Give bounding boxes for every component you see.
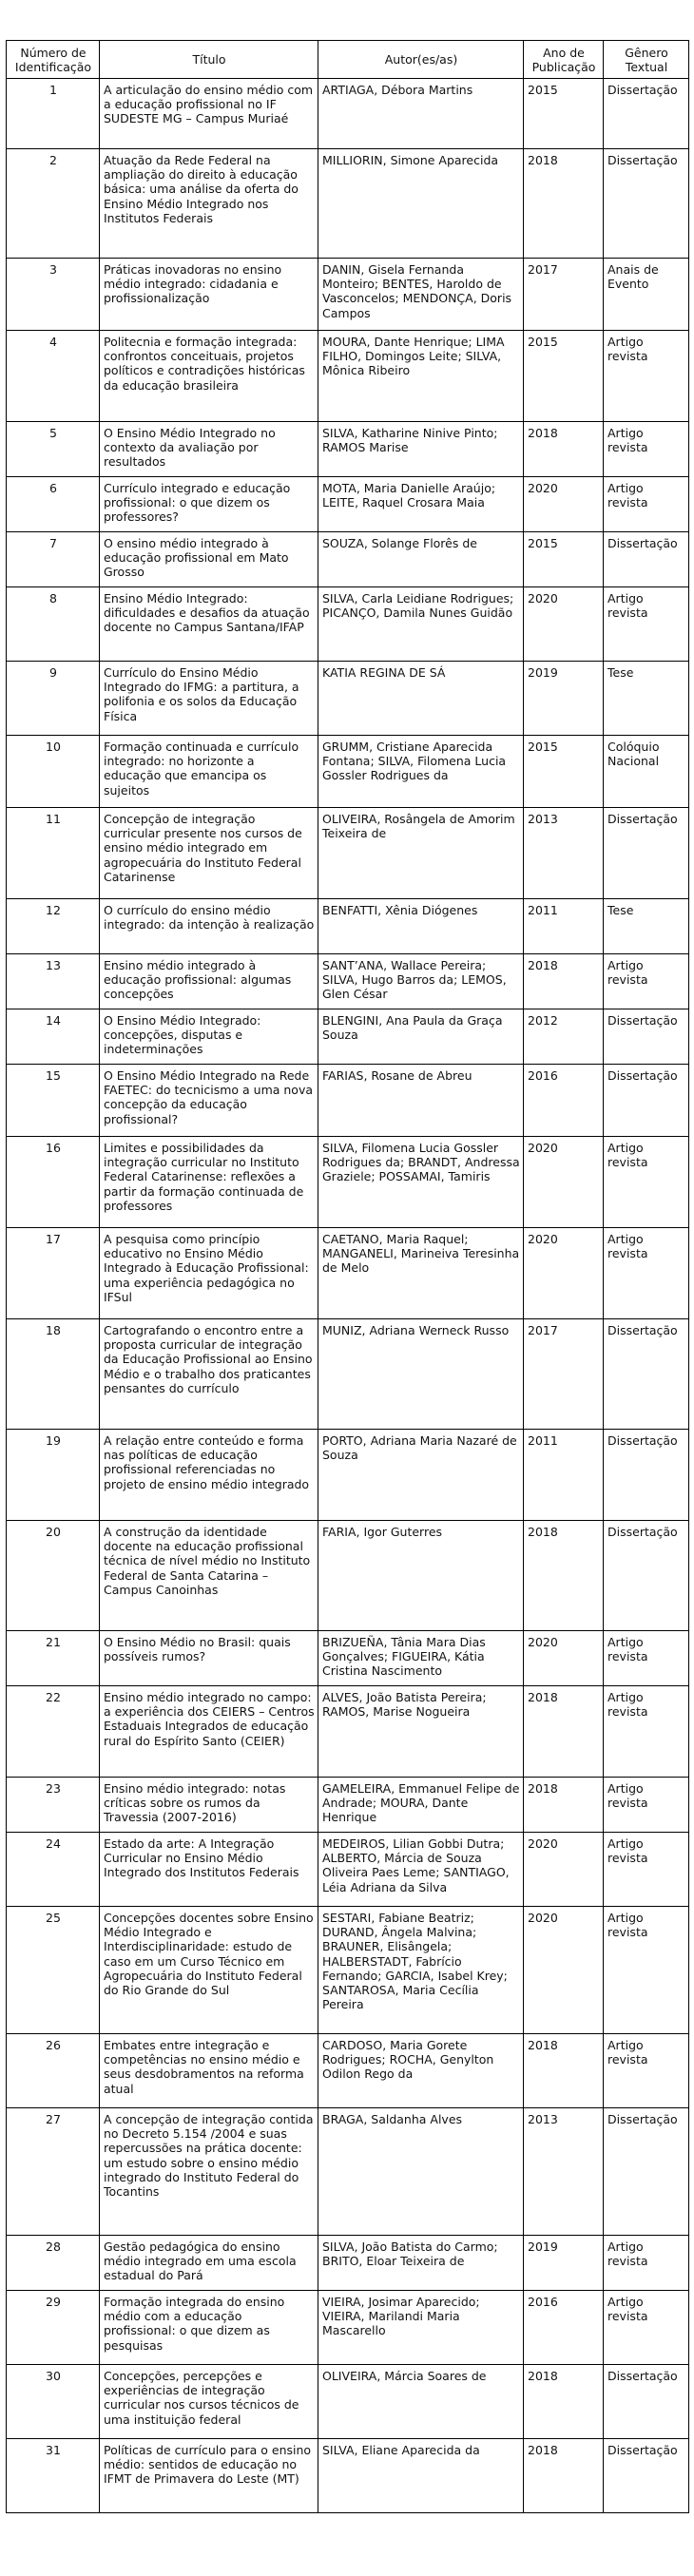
year-cell: 2020 [524, 477, 604, 532]
title-cell: A pesquisa como princípio educativo no Ensino Médio Integrado à Educação Profissional: uma experiência pedagógica no IFSul [100, 1228, 318, 1319]
table-row [7, 1631, 689, 1686]
id-cell: 14 [7, 1009, 100, 1065]
year-cell: 2020 [524, 1907, 604, 2034]
genre-cell: Artigo revista [604, 587, 689, 662]
id-cell: 18 [7, 1319, 100, 1430]
title-cell: Ensino médio integrado: notas críticas sobre os rumos da Travessia (2007-2016) [100, 1778, 318, 1833]
table-row [7, 1319, 689, 1430]
authors-cell: PORTO, Adriana Maria Nazaré de Souza [318, 1430, 524, 1521]
genre-cell: Artigo revista [604, 1833, 689, 1907]
title-cell: O ensino médio integrado à educação profissional em Mato Grosso [100, 532, 318, 587]
title-cell: O Ensino Médio Integrado no contexto da avaliação por resultados [100, 422, 318, 477]
authors-cell: BENFATTI, Xênia Diógenes [318, 899, 524, 954]
authors-cell: MILLIORIN, Simone Aparecida [318, 149, 524, 259]
id-cell: 21 [7, 1631, 100, 1686]
table-row [7, 1065, 689, 1137]
year-cell: 2011 [524, 899, 604, 954]
table-row [7, 1907, 689, 2034]
table-row [7, 532, 689, 587]
authors-cell: SANT’ANA, Wallace Pereira; SILVA, Hugo Barros da; LEMOS, Glen César [318, 954, 524, 1009]
id-cell: 12 [7, 899, 100, 954]
authors-cell: SILVA, Carla Leidiane Rodrigues; PICANÇO, Damila Nunes Guidão [318, 587, 524, 662]
genre-cell: Tese [604, 899, 689, 954]
table-row [7, 736, 689, 808]
genre-cell: Artigo revista [604, 331, 689, 422]
year-cell: 2016 [524, 2291, 604, 2365]
table-row [7, 954, 689, 1009]
authors-cell: SESTARI, Fabiane Beatriz; DURAND, Ângela Malvina; BRAUNER, Elisângela; HALBERSTADT, Fabrício Fernando; GARCIA, Isabel Krey; SANTAROSA, Maria Cecília Pereira [318, 1907, 524, 2034]
id-cell: 31 [7, 2439, 100, 2513]
authors-cell: BRAGA, Saldanha Alves [318, 2108, 524, 2236]
id-cell: 1 [7, 79, 100, 149]
year-cell: 2018 [524, 1521, 604, 1631]
year-cell: 2020 [524, 587, 604, 662]
id-cell: 27 [7, 2108, 100, 2236]
authors-cell: GAMELEIRA, Emmanuel Felipe de Andrade; MOURA, Dante Henrique [318, 1778, 524, 1833]
table-row [7, 331, 689, 422]
genre-cell: Tese [604, 662, 689, 736]
genre-cell: Dissertação [604, 808, 689, 899]
year-cell: 2020 [524, 1833, 604, 1907]
authors-cell: MOURA, Dante Henrique; LIMA FILHO, Domingos Leite; SILVA, Mônica Ribeiro [318, 331, 524, 422]
table-row [7, 1430, 689, 1521]
id-cell: 11 [7, 808, 100, 899]
year-cell: 2015 [524, 532, 604, 587]
id-cell: 28 [7, 2236, 100, 2291]
title-cell: Gestão pedagógica do ensino médio integrado em uma escola estadual do Pará [100, 2236, 318, 2291]
header-id: Número de Identificação [7, 41, 100, 79]
table-row [7, 899, 689, 954]
table-row [7, 2291, 689, 2365]
year-cell: 2019 [524, 662, 604, 736]
authors-cell: CAETANO, Maria Raquel; MANGANELI, Marineiva Teresinha de Melo [318, 1228, 524, 1319]
year-cell: 2013 [524, 808, 604, 899]
authors-cell: SOUZA, Solange Florês de [318, 532, 524, 587]
id-cell: 15 [7, 1065, 100, 1137]
year-cell: 2018 [524, 422, 604, 477]
id-cell: 13 [7, 954, 100, 1009]
year-cell: 2018 [524, 2034, 604, 2108]
year-cell: 2015 [524, 79, 604, 149]
table-row [7, 1137, 689, 1228]
genre-cell: Dissertação [604, 1009, 689, 1065]
genre-cell: Dissertação [604, 1430, 689, 1521]
title-cell: Concepções, percepções e experiências de integração curricular nos cursos técnicos de uma instituição federal [100, 2365, 318, 2439]
genre-cell: Artigo revista [604, 1228, 689, 1319]
genre-cell: Artigo revista [604, 1631, 689, 1686]
authors-cell: MEDEIROS, Lilian Gobbi Dutra; ALBERTO, Márcia de Souza Oliveira Paes Leme; SANTIAGO, Léia Adriana da Silva [318, 1833, 524, 1907]
id-cell: 5 [7, 422, 100, 477]
table-row [7, 1778, 689, 1833]
title-cell: A relação entre conteúdo e forma nas políticas de educação profissional referenciadas no projeto de ensino médio integrado [100, 1430, 318, 1521]
authors-cell: KATIA REGINA DE SÁ [318, 662, 524, 736]
table-row [7, 2439, 689, 2513]
title-cell: Ensino Médio Integrado: dificuldades e desafios da atuação docente no Campus Santana/IFAP [100, 587, 318, 662]
title-cell: Ensino médio integrado à educação profissional: algumas concepções [100, 954, 318, 1009]
title-cell: Políticas de currículo para o ensino médio: sentidos de educação no IFMT de Primavera do Leste (MT) [100, 2439, 318, 2513]
header-year: Ano de Publicação [524, 41, 604, 79]
year-cell: 2011 [524, 1430, 604, 1521]
authors-cell: FARIA, Igor Guterres [318, 1521, 524, 1631]
table-header-row [7, 41, 689, 79]
id-cell: 7 [7, 532, 100, 587]
genre-cell: Artigo revista [604, 422, 689, 477]
year-cell: 2018 [524, 1778, 604, 1833]
table-row [7, 662, 689, 736]
title-cell: Embates entre integração e competências no ensino médio e seus desdobramentos na reforma atual [100, 2034, 318, 2108]
year-cell: 2012 [524, 1009, 604, 1065]
id-cell: 6 [7, 477, 100, 532]
table-row [7, 2236, 689, 2291]
year-cell: 2018 [524, 149, 604, 259]
table-row [7, 1686, 689, 1778]
genre-cell: Dissertação [604, 79, 689, 149]
id-cell: 24 [7, 1833, 100, 1907]
year-cell: 2018 [524, 2439, 604, 2513]
table-row [7, 808, 689, 899]
genre-cell: Artigo revista [604, 954, 689, 1009]
table-row [7, 2365, 689, 2439]
genre-cell: Anais de Evento [604, 259, 689, 331]
id-cell: 2 [7, 149, 100, 259]
id-cell: 17 [7, 1228, 100, 1319]
id-cell: 29 [7, 2291, 100, 2365]
table-row [7, 1009, 689, 1065]
year-cell: 2019 [524, 2236, 604, 2291]
title-cell: O Ensino Médio Integrado na Rede FAETEC: do tecnicismo a uma nova concepção da educação profissional? [100, 1065, 318, 1137]
genre-cell: Artigo revista [604, 477, 689, 532]
title-cell: Cartografando o encontro entre a proposta curricular de integração da Educação Profissional ao Ensino Médio e o trabalho dos praticantes pensantes do currículo [100, 1319, 318, 1430]
id-cell: 25 [7, 1907, 100, 2034]
id-cell: 8 [7, 587, 100, 662]
title-cell: Práticas inovadoras no ensino médio integrado: cidadania e profissionalização [100, 259, 318, 331]
year-cell: 2013 [524, 2108, 604, 2236]
authors-cell: VIEIRA, Josimar Aparecido; VIEIRA, Marilandi Maria Mascarello [318, 2291, 524, 2365]
genre-cell: Dissertação [604, 1319, 689, 1430]
title-cell: O currículo do ensino médio integrado: da intenção à realização [100, 899, 318, 954]
year-cell: 2016 [524, 1065, 604, 1137]
authors-cell: SILVA, Filomena Lucia Gossler Rodrigues da; BRANDT, Andressa Graziele; POSSAMAI, Tamiris [318, 1137, 524, 1228]
title-cell: Ensino médio integrado no campo: a experiência dos CEIERS – Centros Estaduais Integrados de educação rural do Espírito Santo (CEIER) [100, 1686, 318, 1778]
year-cell: 2018 [524, 954, 604, 1009]
authors-cell: OLIVEIRA, Márcia Soares de [318, 2365, 524, 2439]
year-cell: 2015 [524, 331, 604, 422]
id-cell: 4 [7, 331, 100, 422]
table-row [7, 1521, 689, 1631]
table-row [7, 1833, 689, 1907]
title-cell: O Ensino Médio no Brasil: quais possíveis rumos? [100, 1631, 318, 1686]
genre-cell: Dissertação [604, 532, 689, 587]
header-title: Título [100, 41, 318, 79]
id-cell: 26 [7, 2034, 100, 2108]
year-cell: 2018 [524, 1686, 604, 1778]
title-cell: Limites e possibilidades da integração curricular no Instituto Federal Catarinense: reflexões a partir da formação continuada de professores [100, 1137, 318, 1228]
title-cell: A construção da identidade docente na educação profissional técnica de nível médio no Instituto Federal de Santa Catarina – Campus Canoinhas [100, 1521, 318, 1631]
id-cell: 20 [7, 1521, 100, 1631]
header-genre: Gênero Textual [604, 41, 689, 79]
authors-cell: SILVA, João Batista do Carmo; BRITO, Eloar Teixeira de [318, 2236, 524, 2291]
table-row [7, 79, 689, 149]
authors-cell: SILVA, Eliane Aparecida da [318, 2439, 524, 2513]
id-cell: 19 [7, 1430, 100, 1521]
id-cell: 22 [7, 1686, 100, 1778]
id-cell: 10 [7, 736, 100, 808]
authors-cell: FARIAS, Rosane de Abreu [318, 1065, 524, 1137]
title-cell: O Ensino Médio Integrado: concepções, disputas e indeterminações [100, 1009, 318, 1065]
genre-cell: Colóquio Nacional [604, 736, 689, 808]
table-row [7, 2034, 689, 2108]
title-cell: Currículo integrado e educação profissional: o que dizem os professores? [100, 477, 318, 532]
genre-cell: Dissertação [604, 149, 689, 259]
authors-cell: DANIN, Gisela Fernanda Monteiro; BENTES, Haroldo de Vasconcelos; MENDONÇA, Doris Campos [318, 259, 524, 331]
year-cell: 2017 [524, 1319, 604, 1430]
genre-cell: Artigo revista [604, 1778, 689, 1833]
title-cell: Concepções docentes sobre Ensino Médio Integrado e Interdisciplinaridade: estudo de caso em um Curso Técnico em Agropecuária do Instituto Federal do Rio Grande do Sul [100, 1907, 318, 2034]
authors-cell: CARDOSO, Maria Gorete Rodrigues; ROCHA, Genylton Odilon Rego da [318, 2034, 524, 2108]
authors-cell: MUNIZ, Adriana Werneck Russo [318, 1319, 524, 1430]
title-cell: Estado da arte: A Integração Curricular no Ensino Médio Integrado dos Institutos Federais [100, 1833, 318, 1907]
genre-cell: Artigo revista [604, 2236, 689, 2291]
authors-cell: SILVA, Katharine Ninive Pinto; RAMOS Marise [318, 422, 524, 477]
table-row [7, 259, 689, 331]
authors-cell: GRUMM, Cristiane Aparecida Fontana; SILVA, Filomena Lucia Gossler Rodrigues da [318, 736, 524, 808]
table-row [7, 1228, 689, 1319]
header-authors: Autor(es/as) [318, 41, 524, 79]
authors-cell: ALVES, João Batista Pereira; RAMOS, Marise Nogueira [318, 1686, 524, 1778]
title-cell: Atuação da Rede Federal na ampliação do direito à educação básica: uma análise da oferta do Ensino Médio Integrado nos Institutos Federais [100, 149, 318, 259]
genre-cell: Artigo revista [604, 2291, 689, 2365]
genre-cell: Dissertação [604, 2439, 689, 2513]
id-cell: 3 [7, 259, 100, 331]
authors-cell: OLIVEIRA, Rosângela de Amorim Teixeira de [318, 808, 524, 899]
year-cell: 2020 [524, 1631, 604, 1686]
year-cell: 2020 [524, 1228, 604, 1319]
references-table [6, 40, 689, 2513]
genre-cell: Artigo revista [604, 1686, 689, 1778]
title-cell: Politecnia e formação integrada: confrontos conceituais, projetos políticos e contradições históricas da educação brasileira [100, 331, 318, 422]
authors-cell: MOTA, Maria Danielle Araújo; LEITE, Raquel Crosara Maia [318, 477, 524, 532]
genre-cell: Dissertação [604, 1065, 689, 1137]
table-body [7, 79, 689, 2513]
year-cell: 2018 [524, 2365, 604, 2439]
table-row [7, 422, 689, 477]
authors-cell: ARTIAGA, Débora Martins [318, 79, 524, 149]
table-row [7, 587, 689, 662]
year-cell: 2020 [524, 1137, 604, 1228]
title-cell: Formação continuada e currículo integrado: no horizonte a educação que emancipa os sujeitos [100, 736, 318, 808]
genre-cell: Artigo revista [604, 1137, 689, 1228]
title-cell: A concepção de integração contida no Decreto 5.154 /2004 e suas repercussões na prática docente: um estudo sobre o ensino médio integrado do Instituto Federal do Tocantins [100, 2108, 318, 2236]
year-cell: 2015 [524, 736, 604, 808]
title-cell: Currículo do Ensino Médio Integrado do IFMG: a partitura, a polifonia e os solos da Educação Física [100, 662, 318, 736]
table-row [7, 2108, 689, 2236]
genre-cell: Dissertação [604, 2108, 689, 2236]
authors-cell: BLENGINI, Ana Paula da Graça Souza [318, 1009, 524, 1065]
id-cell: 30 [7, 2365, 100, 2439]
genre-cell: Artigo revista [604, 2034, 689, 2108]
year-cell: 2017 [524, 259, 604, 331]
genre-cell: Dissertação [604, 1521, 689, 1631]
id-cell: 23 [7, 1778, 100, 1833]
title-cell: Formação integrada do ensino médio com a educação profissional: o que dizem as pesquisas [100, 2291, 318, 2365]
genre-cell: Dissertação [604, 2365, 689, 2439]
table-row [7, 149, 689, 259]
id-cell: 16 [7, 1137, 100, 1228]
id-cell: 9 [7, 662, 100, 736]
genre-cell: Artigo revista [604, 1907, 689, 2034]
table-row [7, 477, 689, 532]
title-cell: A articulação do ensino médio com a educação profissional no IF SUDESTE MG – Campus Muriaé [100, 79, 318, 149]
title-cell: Concepção de integração curricular presente nos cursos de ensino médio integrado em agropecuária do Instituto Federal Catarinense [100, 808, 318, 899]
authors-cell: BRIZUEÑA, Tânia Mara Dias Gonçalves; FIGUEIRA, Kátia Cristina Nascimento [318, 1631, 524, 1686]
